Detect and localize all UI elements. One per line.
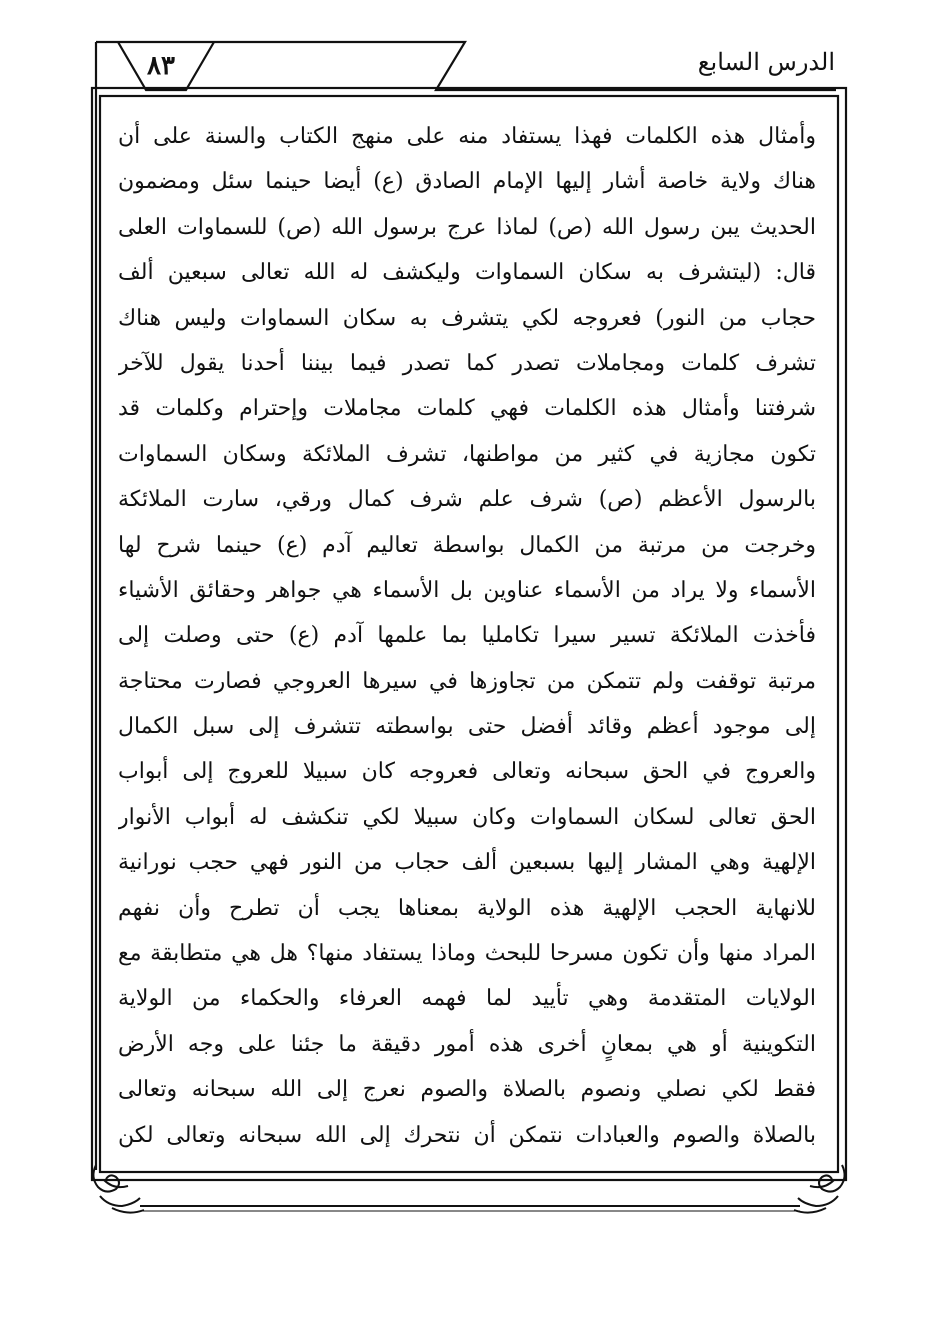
text-line: والعروج في الحق سبحانه وتعالى فعروجه كان سبيلا للعروج إلى أبواب <box>118 759 816 785</box>
text-line: وخرجت من مرتبة من الكمال بواسطة تعاليم آدم (ع) حينما شرح لها <box>118 532 816 558</box>
text-line: إلى موجود أعظم وقائد أفضل حتى بواسطته تتشرف إلى سبل الكمال <box>118 714 816 740</box>
text-line: الإلهية وهي المشار إليها بسبعين ألف حجاب من النور فهي حجب نورانية <box>118 850 816 876</box>
text-line: الحديث يبن رسول الله (ص) لماذا عرج برسول الله (ص) للسماوات العلى <box>118 214 816 240</box>
text-line: تشرف كلمات ومجاملات تصدر كما تصدر فيما بيننا أحدنا يقول للآخر <box>118 350 816 376</box>
text-line: وأمثال هذه الكلمات فهذا يستفاد منه على منهج الكتاب والسنة على أن <box>118 124 816 149</box>
text-line: بالصلاة والصوم والعبادات نتمكن أن نتحرك إلى الله سبحانه وتعالى لكن <box>118 1122 816 1148</box>
text-line: الولايات المتقدمة وهي تأييد لما فهمه العرفاء والحكماء من الولاية <box>118 986 816 1012</box>
chapter-title: الدرس السابع <box>697 48 835 76</box>
text-line: للانهاية الحجب الإلهية هذه الولاية بمعناها يجب أن تطرح وأن نفهم <box>118 895 816 921</box>
text-line: مرتبة توقفت ولم تتمكن من تجاوزها في سيرها العروجي فصارت محتاجة <box>118 668 816 694</box>
text-line: التكوينية أو هي بمعانٍ أخرى هذه أمور دقيقة ما جئنا على وجه الأرض <box>118 1031 816 1057</box>
body-text <box>118 114 816 1158</box>
text-line: تكون مجازية في كثير من مواطنها، تشرف الملائكة وسكان السماوات <box>118 441 816 467</box>
text-line: فقط لكي نصلي ونصوم بالصلاة والصوم نعرج إلى الله سبحانه وتعالى <box>118 1077 816 1103</box>
text-line: بالرسول الأعظم (ص) شرف علم شرف كمال ورقي، سارت الملائكة <box>118 487 816 513</box>
text-line: هناك ولاية خاصة أشار إليها الإمام الصادق (ع) أيضا حينما سئل ومضمون <box>118 169 816 195</box>
text-line: المراد منها وأن تكون مسرحا للبحث وماذا يستفاد منها؟ هل هي متطابقة مع <box>118 941 816 967</box>
text-line: الأسماء ولا يراد من الأسماء عناوين بل الأسماء هي جواهر وحقائق الأشياء <box>118 577 816 603</box>
text-line: حجاب من النور) فعروجه لكي يتشرف به سكان السماوات وليس هناك <box>118 305 816 331</box>
text-line: فأخذت الملائكة تسير سيرا تكامليا بما علمها آدم (ع) حتى وصلت إلى <box>118 623 816 649</box>
text-line: قال: (ليتشرف به سكان السماوات وليكشف له الله تعالى سبعين ألف <box>118 260 816 286</box>
text-line: شرفتنا وأمثال هذه الكلمات فهي كلمات مجاملات وإحترام وكلمات قد <box>118 396 816 422</box>
page-number: ٨٣ <box>147 51 175 81</box>
text-line: الحق تعالى لسكان السماوات وكان سبيلا لكي تنكشف له أبواب الأنوار <box>118 804 816 830</box>
